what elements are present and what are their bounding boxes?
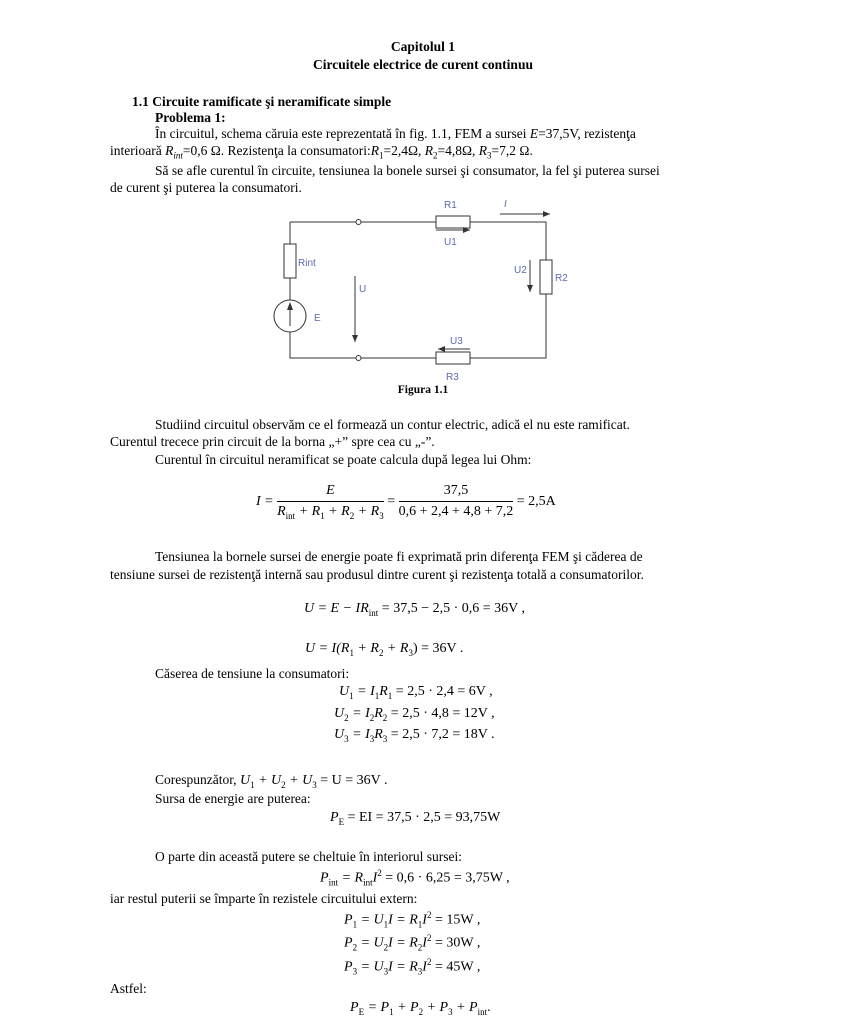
label-u3: U3 [450,336,463,347]
label-u: U [359,284,367,295]
equation-u3: $U_3 = I_3R_3 = 2,5 \cdot 7,2 = 18V$ . [334,727,495,744]
label-r3: R3 [446,372,459,383]
chapter-label: Capitolul 1 [390,39,456,54]
terminal-bottom [356,356,361,361]
equation-pint: $P_{int} = R_{int}I^2 = 0,6 \cdot 6,25 = 3,75W$ , [320,868,510,888]
current-arrow-head [543,211,550,217]
body-line-10: iar restul puterii se împarte în rezistele circuitului extern: [110,891,418,906]
body-line-4: Tensiunea la bornele sursei de energie poate fi exprimată prin diferenţa FEM şi căderea de [155,549,643,564]
body-line-2: Curentul trecece prin circuit de la borna „+” spre cea cu „-”. [110,434,435,449]
terminal-top [356,220,361,225]
u2-arrow-head [527,285,533,292]
label-r1: R1 [444,200,457,211]
intro-line-4: de curent şi puterea la consumatori. [110,180,302,195]
u-arrow-head [352,335,358,342]
equation-ohm: I = $\frac{E}{R_{int} + R_1 + R_2 + R_3}$ = $\frac{37,5}{0,6 + 2,4 + 4,8 + 7,2}$ = 2,5A [256,483,556,521]
equation-p2: $P_2 = U_2I = R_2I^2 = 30W$ , [344,933,481,953]
equation-u-load: $U = I(R_1 + R_2 + R_3) = 36V$ . [305,641,464,658]
label-rint: Rint [298,258,316,269]
circuit-diagram [260,194,568,383]
body-line-3: Curentul în circuitul neramificat se poate calcula după legea lui Ohm: [155,452,532,467]
resistor-r3 [436,352,470,364]
equation-ptotal: $P_E = P_1 + P_2 + P_3 + P_{int}$. [350,1000,491,1017]
chapter-title: Circuitele electrice de curent continuu [313,57,533,72]
equation-p1: $P_1 = U_1I = R_1I^2 = 15W$ , [344,910,481,930]
source-arrow-head [287,302,293,310]
intro-line-1: În circuitul, schema căruia este reprezentată în fig. 1.1, FEM a sursei E=37,5V, rezistenţa [155,126,636,141]
label-r2: R2 [555,273,568,284]
section-heading: 1.1 Circuite ramificate şi neramificate simple [132,94,392,109]
label-i: I [504,199,507,210]
equation-u-internal: $U = E - IR_{int} = 37,5 - 2,5 \cdot 0,6 = 36V$ , [304,601,526,618]
figure-caption: Figura 1.1 [397,384,449,396]
body-line-8: Sursa de energie are puterea: [155,791,311,806]
label-u1: U1 [444,237,457,248]
problem-label: Problema 1: [155,110,226,125]
wire-top-right [470,222,546,260]
wire-bottom-left [290,332,356,358]
body-line-11: Astfel: [110,981,147,996]
body-line-7: Corespunzător, $U_1 + U_2 + U_3 = U = 36V$ . [155,772,388,790]
body-line-1: Studiind circuitul observăm ce el formează un contur electric, adică el nu este ramificat. [155,417,630,432]
resistor-r1 [436,216,470,228]
label-e: E [314,313,321,324]
body-line-6: Căserea de tensiune la consumatori: [155,666,350,681]
wire-right-bottom [470,294,546,358]
equation-u1: $U_1 = I_1R_1 = 2,5 \cdot 2,4 = 6V$ , [339,684,493,701]
u3-arrow-head [438,346,445,352]
body-line-5: tensiune sursei de rezistenţă internă sau produsul dintre curent şi rezistenţa totală a consumatorilor. [110,567,644,582]
equation-pe: $P_E$ = EI = 37,5 · 2,5 = 93,75W [330,810,501,827]
intro-line-2: interioară $R_{int}=0,6$ Ω. Rezistenţa la $consumatori:R_1=2,4\Omega$, $R_2=4,8\Omega$, $R_3=7,2$ Ω. [110,143,533,161]
equation-p3: $P_3 = U_3I = R_3I^2 = 45W$ , [344,957,481,977]
equation-u2: $U_2 = I_2R_2 = 2,5 \cdot 4,8 = 12V$ , [334,706,495,723]
resistor-r2 [540,260,552,294]
intro-line-3: Să se afle curentul în circuite, tensiunea la bonele sursei şi consumator, la fel şi puterea sursei [155,163,660,178]
body-line-9: O parte din această putere se cheltuie în interiorul sursei: [155,849,463,864]
label-u2: U2 [514,265,527,276]
resistor-rint [284,244,296,278]
